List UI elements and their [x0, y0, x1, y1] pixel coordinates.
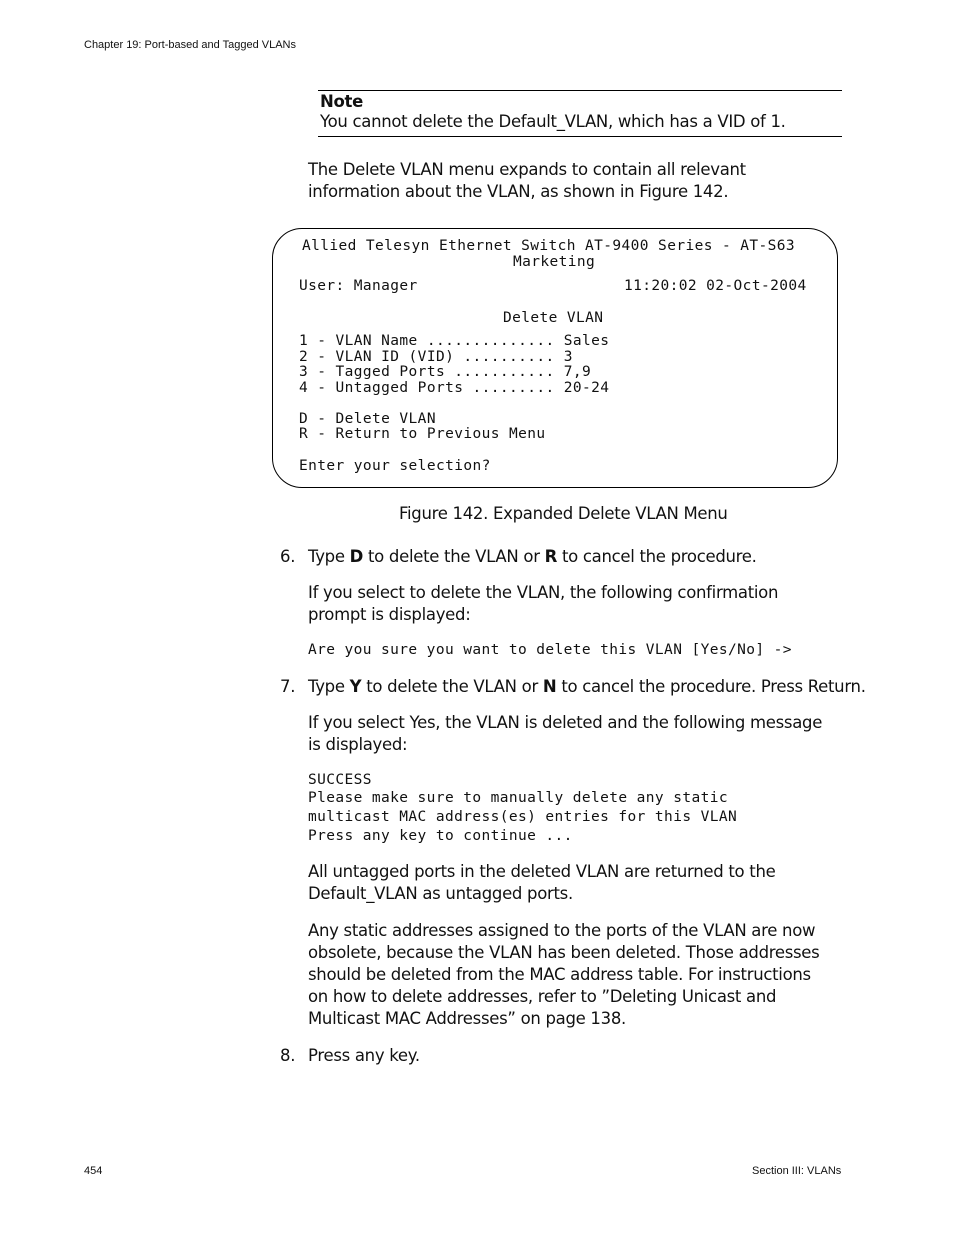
static-addresses-para-line: should be deleted from the MAC address table. For instructions: [308, 965, 811, 984]
step-6-instruction: Type D to delete the VLAN or R to cancel the procedure.: [308, 547, 757, 566]
figure-caption: Figure 142. Expanded Delete VLAN Menu: [399, 504, 728, 523]
terminal-action: R - Return to Previous Menu: [299, 426, 546, 442]
success-code-line: Press any key to continue ...: [308, 828, 573, 844]
step-number: 6.: [280, 547, 296, 566]
note-top-rule: [318, 90, 842, 91]
static-addresses-para-line: Any static addresses assigned to the ports of the VLAN are now: [308, 921, 816, 940]
success-code-line: multicast MAC address(es) entries for this VLAN: [308, 809, 738, 825]
static-addresses-para-line: obsolete, because the VLAN has been deleted. Those addresses: [308, 943, 820, 962]
terminal-datetime: 11:20:02 02-Oct-2004: [624, 278, 807, 294]
success-code-line: SUCCESS: [308, 772, 372, 788]
terminal-action: D - Delete VLAN: [299, 411, 436, 427]
untagged-ports-para-line: All untagged ports in the deleted VLAN are returned to the: [308, 862, 776, 881]
running-footer-section: Section III: VLANs: [752, 1165, 842, 1177]
terminal-menu-title: Delete VLAN: [503, 310, 604, 326]
untagged-ports-para-line: Default_VLAN as untagged ports.: [308, 884, 573, 903]
note-title: Note: [320, 92, 364, 111]
terminal-title: Allied Telesyn Ethernet Switch AT-9400 Series - AT-S63: [302, 238, 796, 254]
terminal-menu-item: 4 - Untagged Ports ......... 20-24: [299, 380, 610, 396]
step-number: 8.: [280, 1046, 296, 1065]
page-number: 454: [84, 1165, 103, 1177]
terminal-prompt: Enter your selection?: [299, 458, 491, 474]
note-text: You cannot delete the Default_VLAN, which has a VID of 1.: [320, 112, 786, 131]
step-6-para-line: If you select to delete the VLAN, the following confirmation: [308, 583, 779, 602]
terminal-menu-item: 2 - VLAN ID (VID) .......... 3: [299, 349, 573, 365]
step-number: 7.: [280, 677, 296, 696]
step-6-para-line: prompt is displayed:: [308, 605, 471, 624]
running-header: Chapter 19: Port-based and Tagged VLANs: [84, 39, 296, 51]
static-addresses-para-line: on how to delete addresses, refer to ”Deleting Unicast and: [308, 987, 777, 1006]
step-7-instruction: Type Y to delete the VLAN or N to cancel the procedure. Press Return.: [308, 677, 866, 696]
terminal-user: User: Manager: [299, 278, 418, 294]
intro-line-1: The Delete VLAN menu expands to contain all relevant: [308, 160, 746, 179]
step-7-para-line: is displayed:: [308, 735, 408, 754]
terminal-menu-item: 1 - VLAN Name .............. Sales: [299, 333, 610, 349]
step-7-para-line: If you select Yes, the VLAN is deleted and the following message: [308, 713, 823, 732]
intro-line-2: information about the VLAN, as shown in Figure 142.: [308, 182, 729, 201]
note-bottom-rule: [318, 136, 842, 137]
confirmation-prompt-code: Are you sure you want to delete this VLAN [Yes/No] ->: [308, 642, 792, 658]
static-addresses-para-line: Multicast MAC Addresses” on page 138.: [308, 1009, 626, 1028]
success-code-line: Please make sure to manually delete any static: [308, 790, 728, 806]
step-8-instruction: Press any key.: [308, 1046, 420, 1065]
terminal-subtitle: Marketing: [513, 254, 596, 270]
terminal-menu-item: 3 - Tagged Ports ........... 7,9: [299, 364, 592, 380]
